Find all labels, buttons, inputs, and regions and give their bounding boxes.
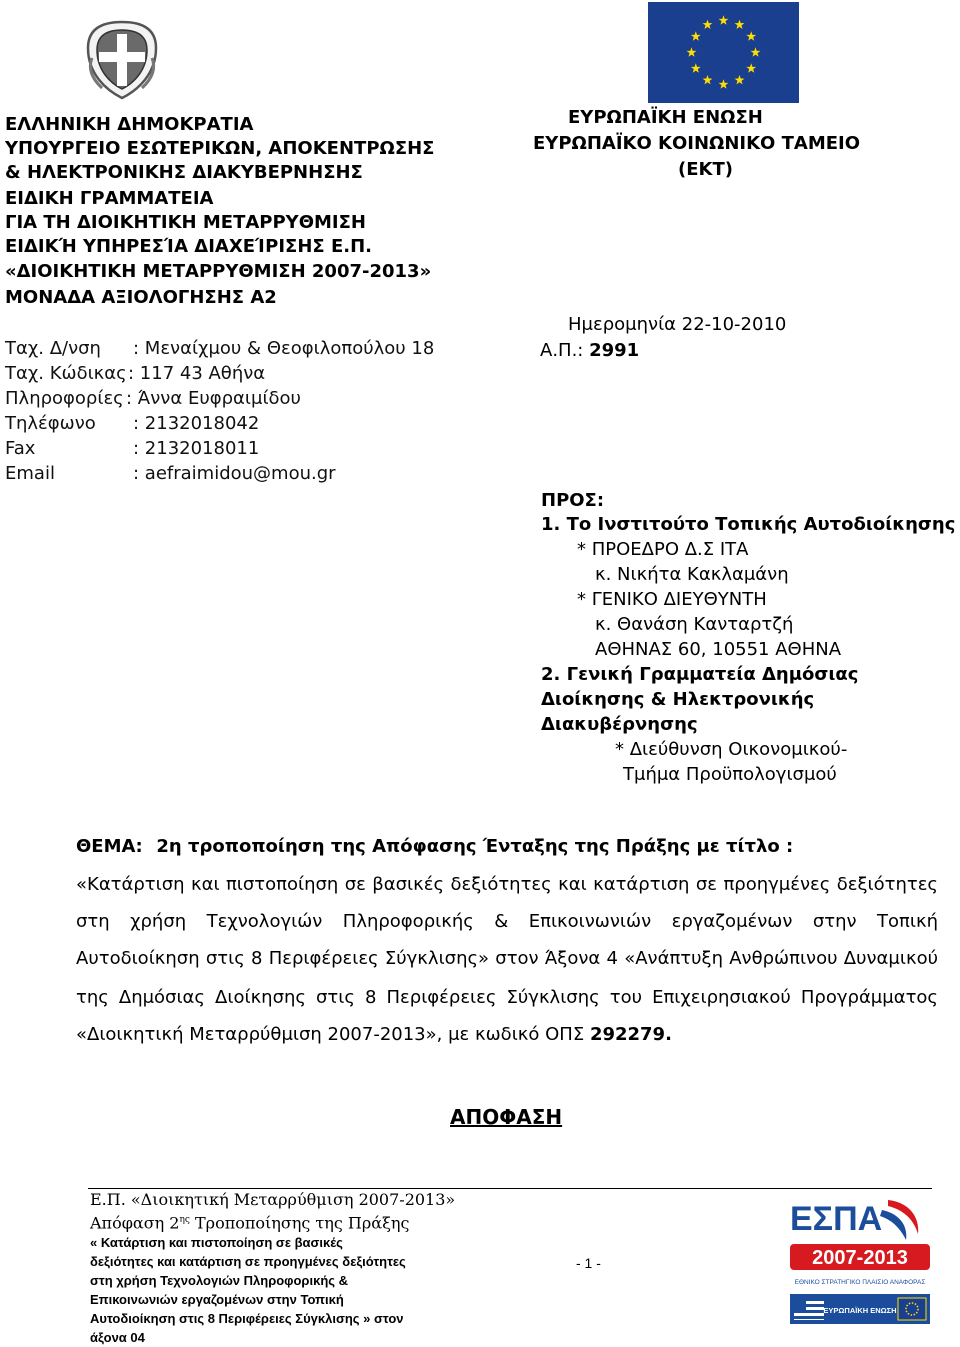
subject-label: ΘΕΜΑ:: [76, 836, 143, 857]
contact-label: Ταχ. Κώδικας: [5, 363, 127, 384]
recipient-line: κ. Θανάση Κανταρτζή: [595, 614, 794, 635]
footer-decision-sup: ης: [179, 1215, 190, 1225]
recipient-line: * ΓΕΝΙΚΟ ΔΙΕΥΘΥΝΤΗ: [577, 589, 767, 610]
eu-header-line: ΕΥΡΩΠΑΪΚΗ ΕΝΩΣΗ: [568, 107, 763, 128]
document-date: Ημερομηνία 22-10-2010: [568, 314, 787, 335]
footer-decision: [90, 1210, 455, 1233]
footer-text: [90, 1190, 455, 1347]
issuer-line: ΕΛΛΗΝΙΚΗ ΔΗΜΟΚΡΑΤΙΑ: [5, 114, 254, 135]
decision-title: ΑΠΟΦΑΣΗ: [450, 1105, 563, 1129]
footer-project-line: Επικοινωνιών εργαζομένων στην Τοπική: [90, 1292, 344, 1308]
contact-value: : Μεναίχμου & Θεοφιλοπούλου 18: [133, 338, 435, 359]
contact-value: : 2132018042: [133, 413, 260, 434]
footer-project-line: « Κατάρτιση και πιστοποίηση σε βασικές: [90, 1235, 343, 1251]
subject-last-line: [76, 1024, 672, 1045]
espa-logo-tagline: ΕΘΝΙΚΟ ΣΤΡΑΤΗΓΙΚΟ ΠΛΑΙΣΙΟ ΑΝΑΦΟΡΑΣ: [794, 1279, 926, 1286]
recipient-title: 2. Γενική Γραμματεία Δημόσιας: [541, 664, 859, 685]
contact-row: [5, 363, 266, 385]
contact-row: [5, 338, 435, 360]
contact-label: Πληροφορίες: [5, 388, 124, 409]
footer-program: Ε.Π. «Διοικητική Μεταρρύθμιση 2007-2013»: [90, 1190, 456, 1209]
recipient-line: ΑΘΗΝΑΣ 60, 10551 ΑΘΗΝΑ: [595, 639, 842, 660]
espa-bar-text: ΕΥΡΩΠΑΪΚΗ ΕΝΩΣΗ: [823, 1306, 897, 1315]
contact-label: Τηλέφωνο: [5, 413, 96, 434]
contact-label: Email: [5, 463, 55, 484]
footer-project-line: δεξιότητες και κατάρτιση σε προηγμένες δεξιότητες: [90, 1254, 406, 1270]
issuer-line: ΓΙΑ ΤΗ ΔΙΟΙΚΗΤΙΚΗ ΜΕΤΑΡΡΥΘΜΙΣΗ: [5, 212, 366, 233]
issuer-line: & ΗΛΕΚΤΡΟΝΙΚΗΣ ΔΙΑΚΥΒΕΡΝΗΣΗΣ: [5, 162, 363, 183]
subject-body-line: Αυτοδιοίκηση στις 8 Περιφέρειες Σύγκλισης» στον Άξονα 4 «Ανάπτυξη Ανθρώπινου Δυναμικού: [76, 948, 938, 969]
footer-decision-text: Απόφαση 2: [90, 1213, 180, 1233]
espa-logo-icon: [780, 1196, 940, 1336]
subject-body-line: της Δημόσιας Διοίκησης στις 8 Περιφέρειες Σύγκλισης του Επιχειρησιακού Προγράμματος: [76, 987, 938, 1008]
subject-body-line: στη χρήση Τεχνολογιών Πληροφορικής & Επικοινωνιών εργαζομένων στην Τοπική: [76, 911, 938, 932]
footer-project-line: Αυτοδιοίκηση στις 8 Περιφέρειες Σύγκλισης » στον: [90, 1311, 404, 1327]
issuer-line: «ΔΙΟΙΚΗΤΙΚΗ ΜΕΤΑΡΡΥΘΜΙΣΗ 2007-2013»: [5, 261, 432, 282]
subject-body-line: «Διοικητική Μεταρρύθμιση 2007-2013», με κωδικό ΟΠΣ: [76, 1024, 585, 1045]
subject-title: 2η τροποποίηση της Απόφασης Ένταξης της Πράξης με τίτλο :: [156, 836, 794, 857]
footer-project-line: άξονα 04: [90, 1330, 145, 1346]
contact-row: [5, 463, 336, 485]
recipient-line: Τμήμα Προϋπολογισμού: [623, 764, 837, 785]
eu-header-line: (ΕΚΤ): [678, 159, 733, 180]
espa-logo-name: ΕΣΠΑ: [790, 1200, 883, 1238]
eu-flag-icon: [648, 2, 799, 103]
recipients-heading: ΠΡΟΣ:: [541, 490, 605, 511]
contact-value: : Άννα Ευφραιμίδου: [126, 388, 301, 409]
footer-decision-text: Τροποποίησης της Πράξης: [189, 1213, 410, 1233]
subject-heading: [76, 836, 793, 857]
footer-project-line: στη χρήση Τεχνολογιών Πληροφορικής &: [90, 1273, 349, 1289]
contact-value: : 117 43 Αθήνα: [128, 363, 266, 384]
contact-row: [5, 438, 260, 460]
contact-value: : 2132018011: [133, 438, 260, 459]
protocol-value: 2991: [589, 340, 640, 361]
recipient-title: Διοίκησης & Ηλεκτρονικής: [541, 689, 815, 710]
page-number: - 1 -: [576, 1255, 601, 1271]
contact-label: Fax: [5, 438, 36, 459]
contact-row: [5, 413, 260, 435]
email-link[interactable]: : aefraimidou@mou.gr: [133, 463, 336, 484]
recipient-title: Διακυβέρνησης: [541, 714, 698, 735]
contact-row: [5, 388, 301, 410]
subject-body-line: «Κατάρτιση και πιστοποίηση σε βασικές δεξιότητες και κατάρτιση σε προηγμένες δεξιότητες: [76, 874, 938, 895]
greek-coat-of-arms-icon: [82, 18, 162, 103]
issuer-line: ΜΟΝΑΔΑ ΑΞΙΟΛΟΓΗΣΗΣ Α2: [5, 287, 277, 308]
eu-header-line: ΕΥΡΩΠΑΪΚΟ ΚΟΙΝΩΝΙΚΟ ΤΑΜΕΙΟ: [533, 133, 861, 154]
issuer-line: ΕΙΔΙΚΉ ΥΠΗΡΕΣΊΑ ΔΙΑΧΕΊΡΙΣΗΣ Ε.Π.: [5, 236, 373, 257]
recipient-line: * ΠΡΟΕΔΡΟ Δ.Σ ΙΤΑ: [577, 539, 749, 560]
issuer-line: ΕΙΔΙΚΗ ΓΡΑΜΜΑΤΕΙΑ: [5, 188, 214, 209]
footer-divider: [88, 1188, 932, 1189]
issuer-line: ΥΠΟΥΡΓΕΙΟ ΕΣΩΤΕΡΙΚΩΝ, ΑΠΟΚΕΝΤΡΩΣΗΣ: [5, 138, 435, 159]
protocol-number: [540, 340, 639, 362]
ops-code: 292279.: [589, 1024, 672, 1045]
espa-logo-years: 2007-2013: [812, 1247, 908, 1269]
recipient-line: κ. Νικήτα Κακλαμάνη: [595, 564, 789, 585]
protocol-label: Α.Π.:: [540, 340, 584, 361]
contact-label: Ταχ. Δ/νση: [5, 338, 101, 359]
recipient-line: * Διεύθυνση Οικονομικού-: [615, 739, 848, 760]
recipient-title: 1. Το Ινστιτούτο Τοπικής Αυτοδιοίκησης: [541, 514, 956, 535]
